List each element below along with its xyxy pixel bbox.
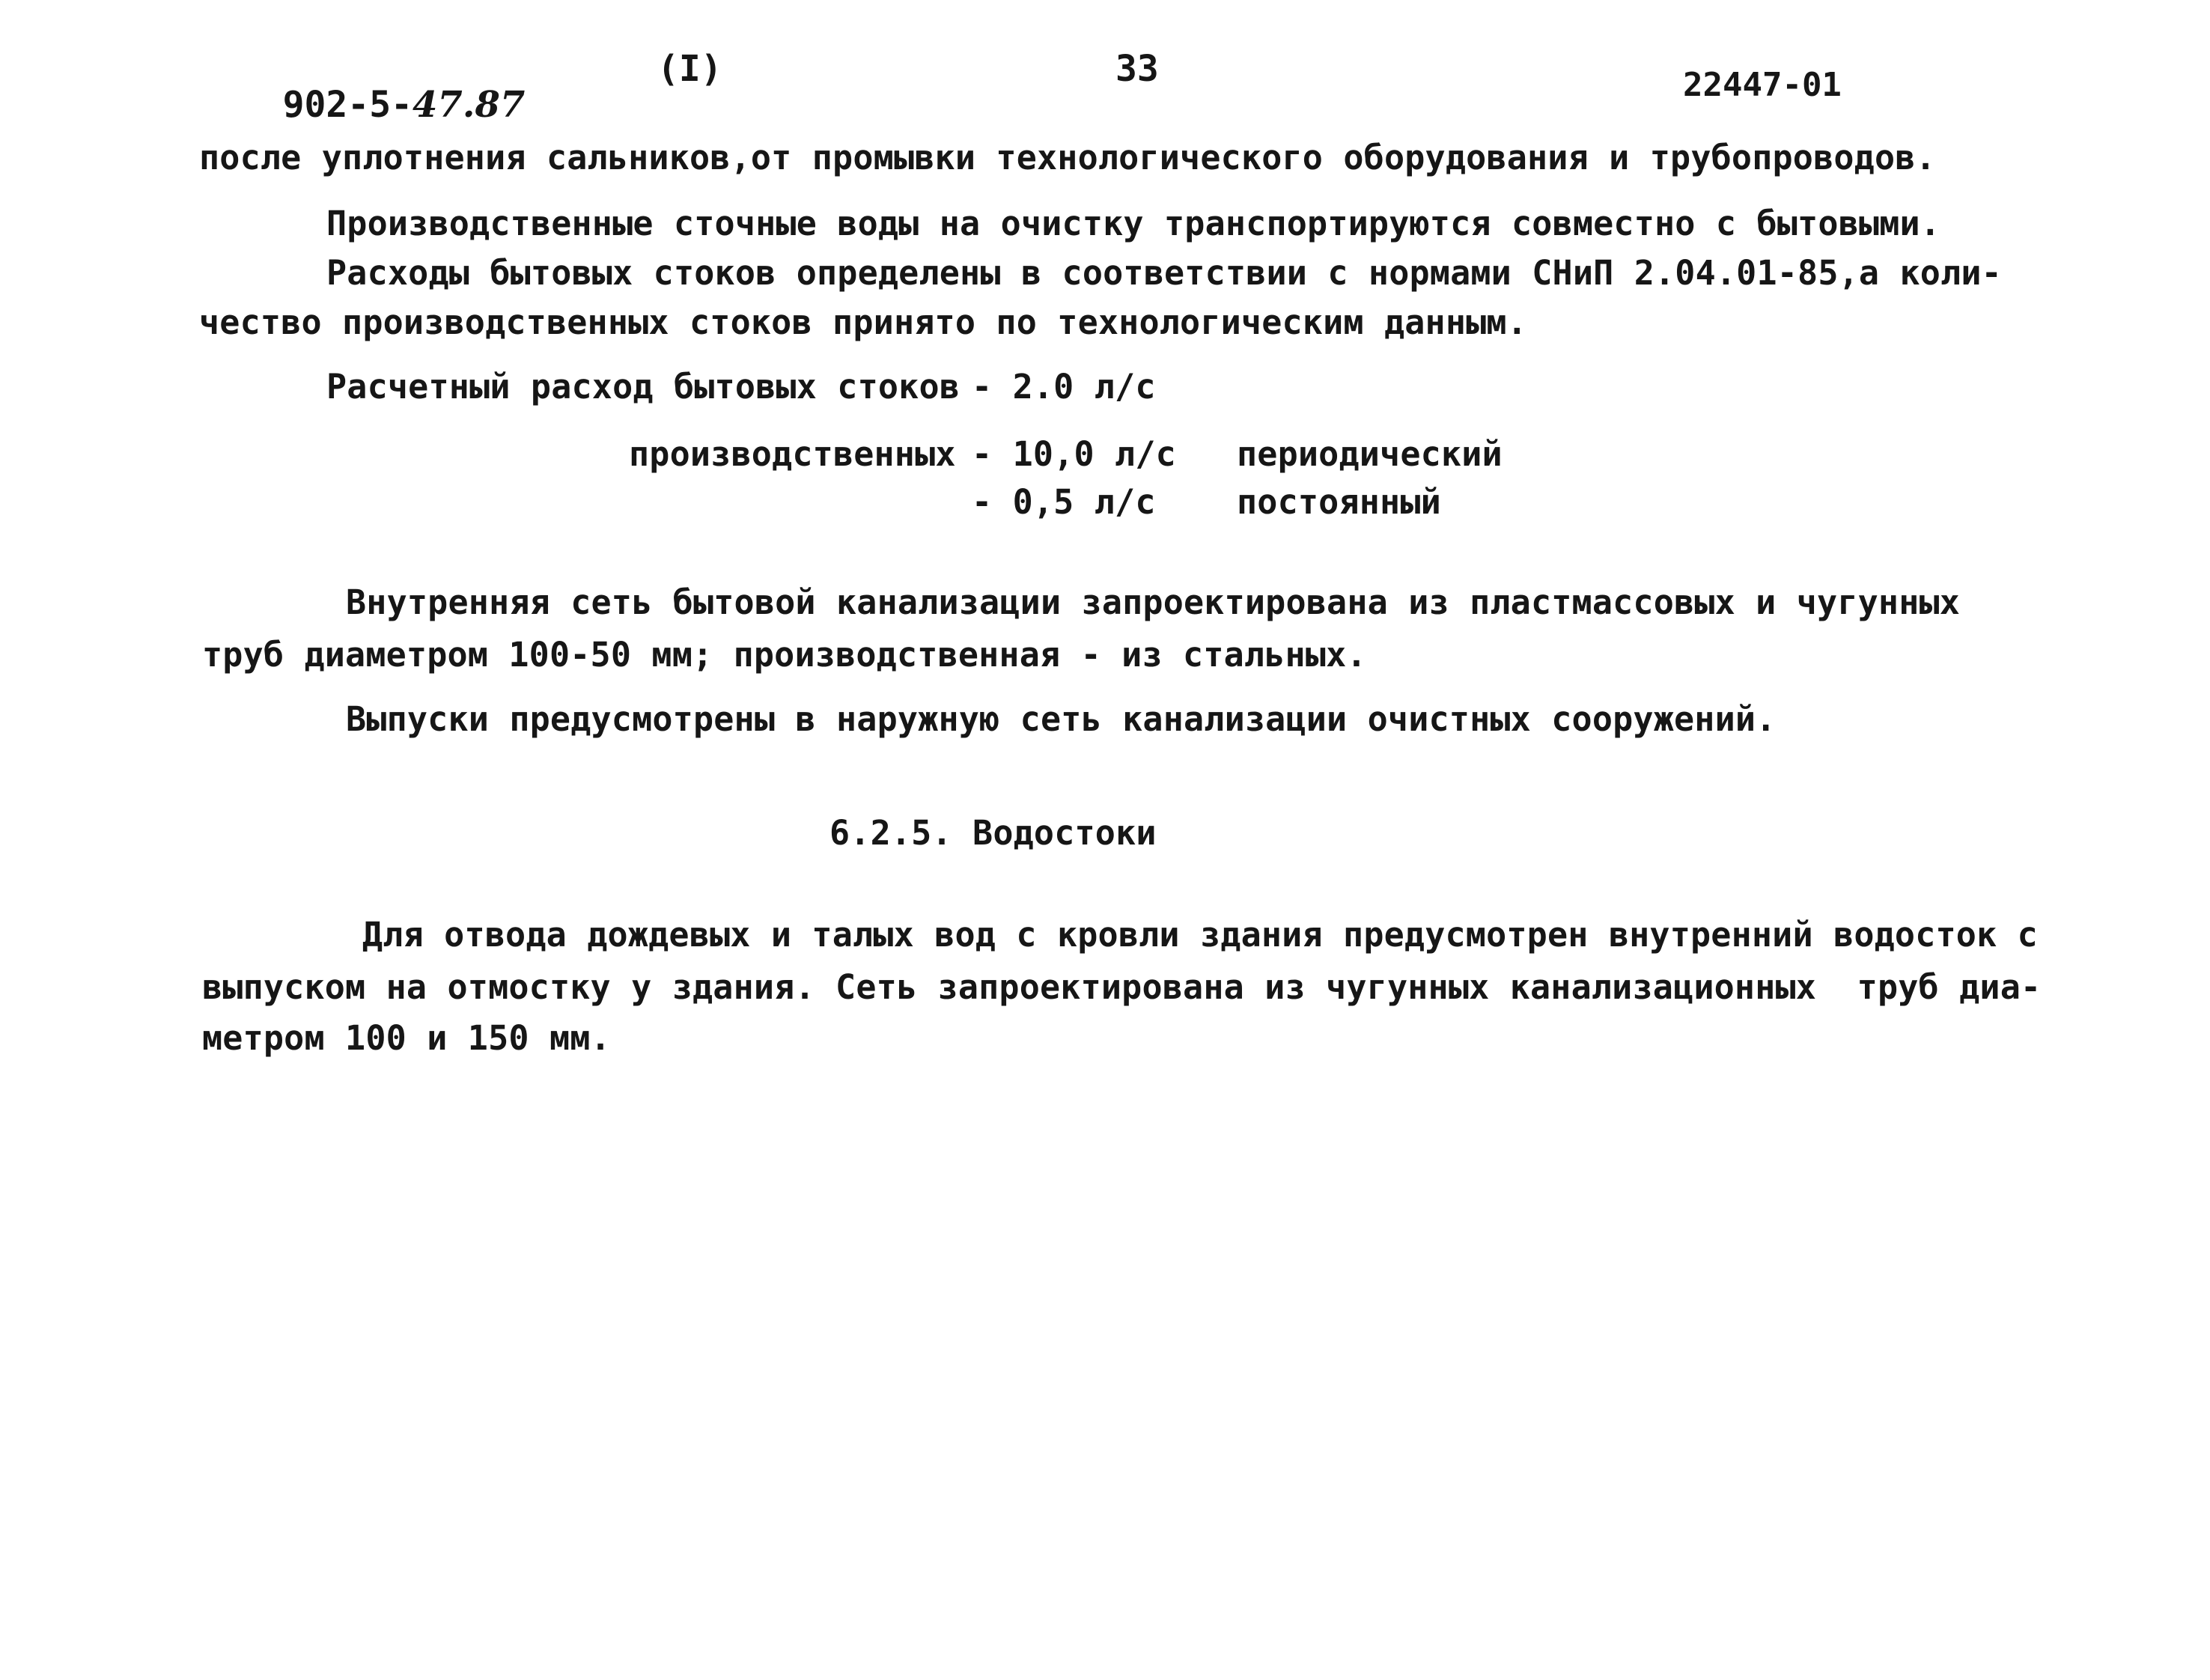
paragraph-outlets: Выпуски предусмотрены в наружную сеть канализации очистных сооружений. — [346, 699, 1777, 739]
flow-industrial-mode-periodic: периодический — [1237, 434, 1503, 474]
paragraph-drains-line-2: выпуском на отмостку у здания. Сеть запроектирована из чугунных канализационных труб диа- — [202, 967, 2042, 1007]
paragraph-network-line-2: труб диаметром 100-50 мм; производственная - из стальных. — [202, 635, 1367, 675]
paragraph-drains-line-1: Для отвода дождевых и талых вод с кровли здания предусмотрен внутренний водосток с — [362, 915, 2038, 955]
flow-industrial-value-periodic: - 10,0 л/с — [972, 434, 1176, 474]
page-number: 33 — [1115, 48, 1159, 90]
section-heading: 6.2.5. Водостоки — [829, 813, 1157, 853]
text-line-continuation: после уплотнения сальников,от промывки технологического оборудования и трубопроводов. — [199, 138, 1936, 177]
paragraph-network-line-1: Внутренняя сеть бытовой канализации запроектирована из пластмассовых и чугунных — [346, 582, 1961, 622]
paragraph-transport: Производственные сточные воды на очистку транспортируются совместно с бытовыми. — [326, 204, 1941, 243]
flow-domestic-value: - 2.0 л/с — [972, 367, 1156, 407]
document-code-prefix: 902-5- — [282, 84, 413, 126]
paragraph-drains-line-3: метром 100 и 150 мм. — [202, 1018, 611, 1058]
paragraph-rates-line-2: чество производственных стоков принято по технологическим данным. — [199, 302, 1527, 342]
paragraph-rates-line-1: Расходы бытовых стоков определены в соответствии с нормами СНиП 2.04.01-85,а коли- — [326, 253, 2002, 293]
flow-industrial-label: производственных — [629, 434, 956, 474]
flow-domestic-label: Расчетный расход бытовых стоков — [326, 367, 961, 407]
flow-industrial-value-constant: - 0,5 л/с — [972, 482, 1156, 522]
flow-industrial-mode-constant: постоянный — [1237, 482, 1441, 522]
archive-number: 22447-01 — [1683, 66, 1842, 104]
part-number: (I) — [657, 48, 722, 90]
document-code-handwritten: 47.87 — [412, 84, 526, 126]
